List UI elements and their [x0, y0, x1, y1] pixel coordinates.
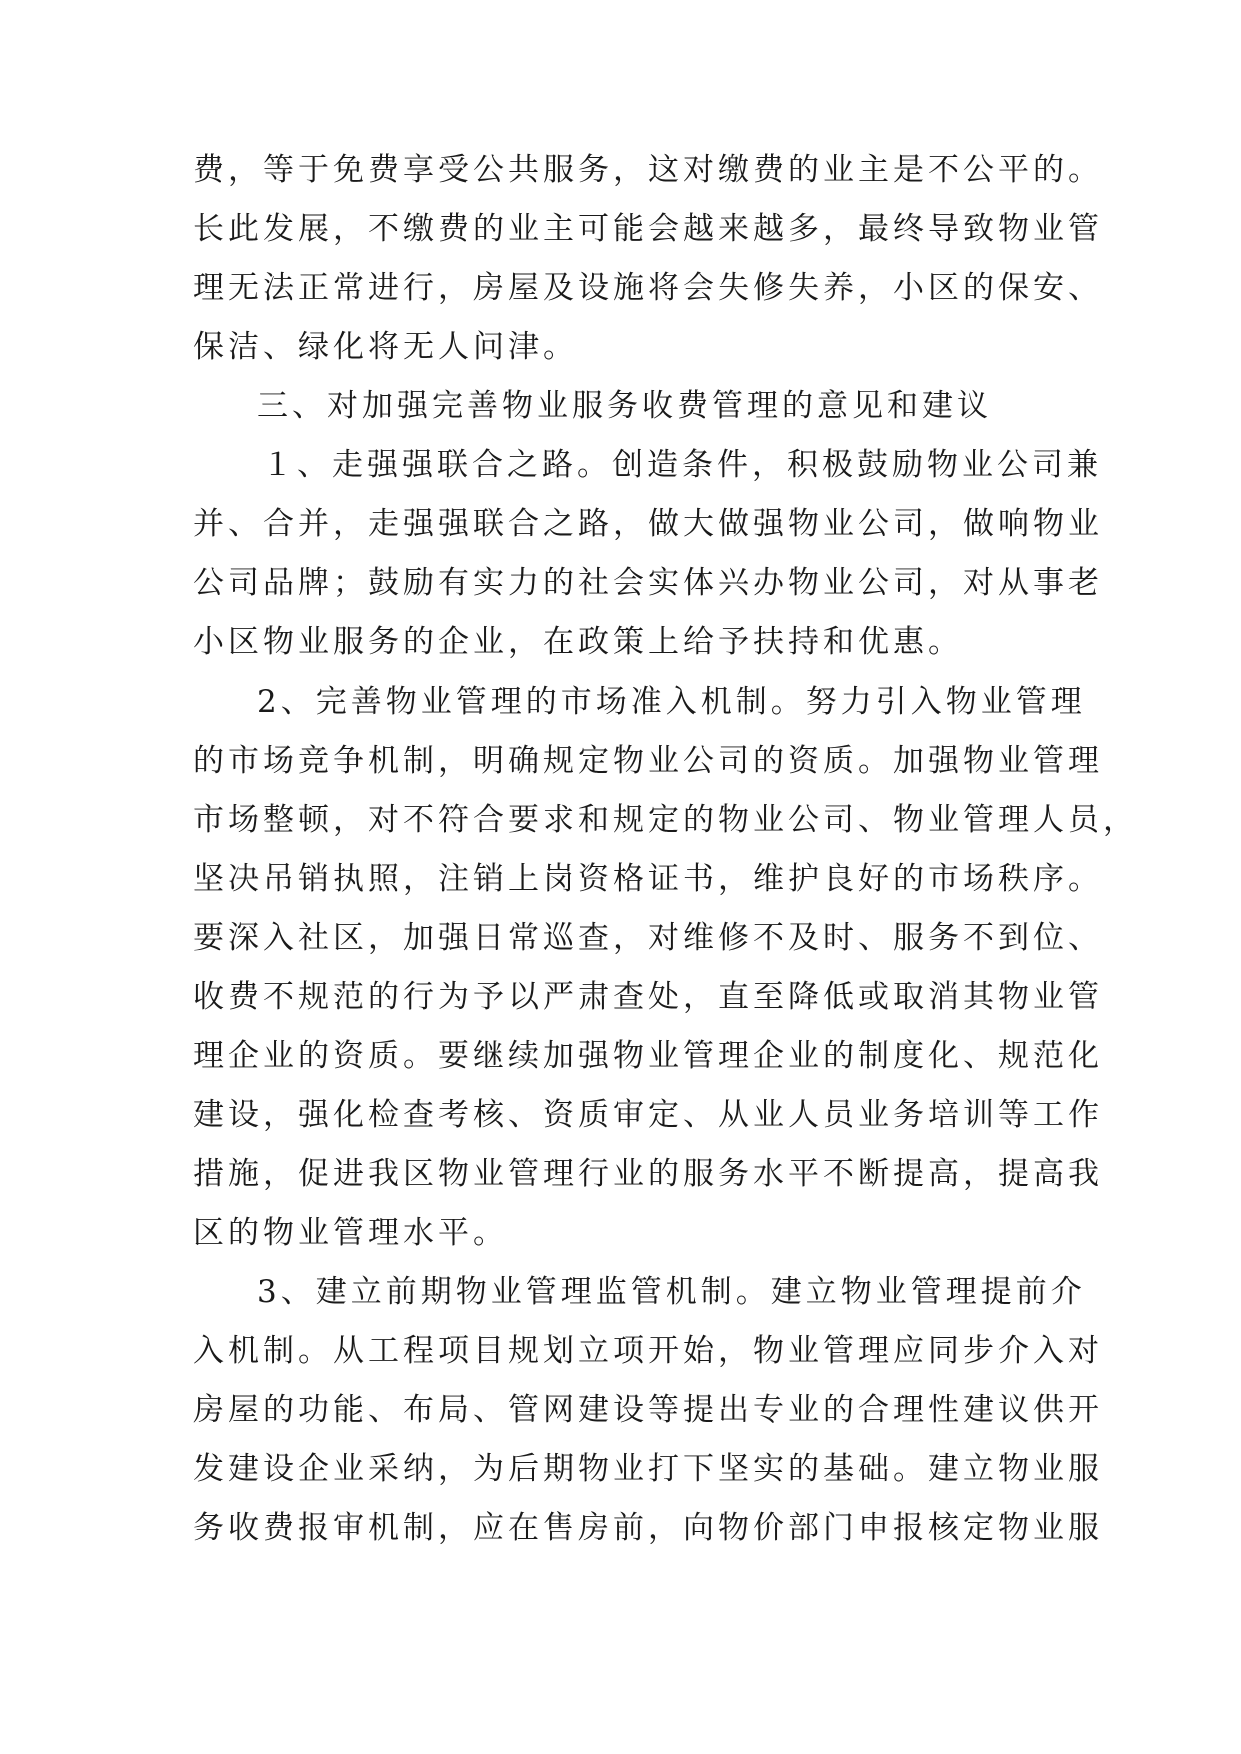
text-line: 市场整顿，对不符合要求和规定的物业公司、物业管理人员，	[193, 802, 1138, 838]
text-line: 发建设企业采纳，为后期物业打下坚实的基础。建立物业服	[193, 1451, 1103, 1487]
section-heading: 三、对加强完善物业服务收费管理的意见和建议	[257, 388, 992, 424]
text-line: 要深入社区，加强日常巡查，对维修不及时、服务不到位、	[193, 920, 1103, 956]
text-line: 3、建立前期物业管理监管机制。建立物业管理提前介	[257, 1274, 1086, 1310]
text-line: 建设，强化检查考核、资质审定、从业人员业务培训等工作	[193, 1097, 1103, 1133]
text-line: 入机制。从工程项目规划立项开始，物业管理应同步介入对	[193, 1333, 1103, 1369]
text-line: 费，等于免费享受公共服务，这对缴费的业主是不公平的。	[193, 152, 1103, 188]
text-line: 保洁、绿化将无人问津。	[193, 329, 578, 365]
text-line: １、走强强联合之路。创造条件，积极鼓励物业公司兼	[262, 447, 1102, 483]
text-line: 措施，促进我区物业管理行业的服务水平不断提高，提高我	[193, 1156, 1103, 1192]
text-line: 坚决吊销执照，注销上岗资格证书，维护良好的市场秩序。	[193, 861, 1103, 897]
text-line: 理企业的资质。要继续加强物业管理企业的制度化、规范化	[193, 1038, 1103, 1074]
text-line: 务收费报审机制，应在售房前，向物价部门申报核定物业服	[193, 1510, 1103, 1546]
text-line: 公司品牌；鼓励有实力的社会实体兴办物业公司，对从事老	[193, 565, 1103, 601]
text-line: 理无法正常进行，房屋及设施将会失修失养，小区的保安、	[193, 270, 1103, 306]
text-line: 收费不规范的行为予以严肃查处，直至降低或取消其物业管	[193, 979, 1103, 1015]
text-line: 的市场竞争机制，明确规定物业公司的资质。加强物业管理	[193, 743, 1103, 779]
text-line: 并、合并，走强强联合之路，做大做强物业公司，做响物业	[193, 506, 1103, 542]
text-line: 长此发展，不缴费的业主可能会越来越多，最终导致物业管	[193, 211, 1103, 247]
text-line: 2、完善物业管理的市场准入机制。努力引入物业管理	[257, 684, 1086, 720]
text-line: 房屋的功能、布局、管网建设等提出专业的合理性建议供开	[193, 1392, 1103, 1428]
text-line: 区的物业管理水平。	[193, 1215, 508, 1251]
text-line: 小区物业服务的企业，在政策上给予扶持和优惠。	[193, 624, 963, 660]
